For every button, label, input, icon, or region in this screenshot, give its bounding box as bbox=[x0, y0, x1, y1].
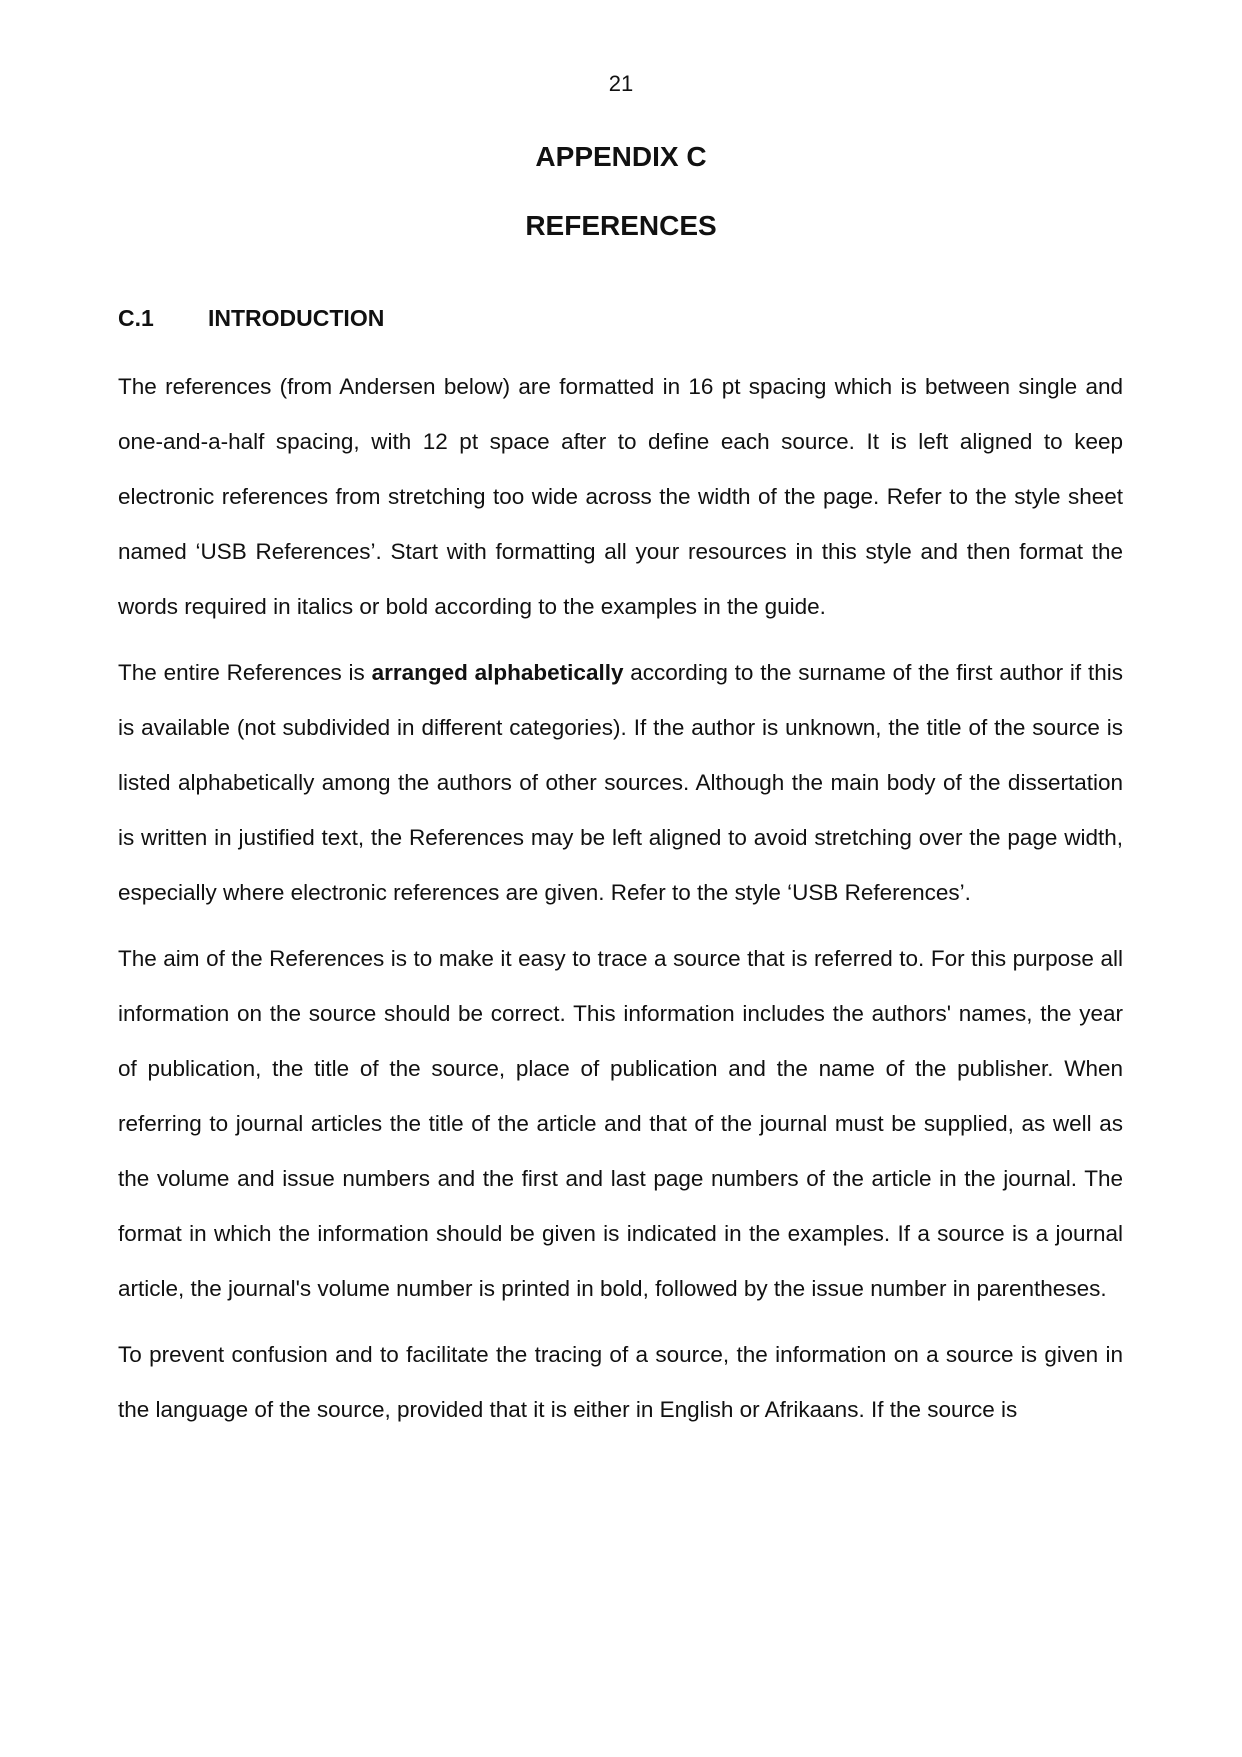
paragraph-aim: The aim of the References is to make it easy to trace a source that is referred to. For this purpose all information on the source should be correct. This information includes the authors' names, the year of publication, the title of the source, place of publication and the name of the publisher. When referring to journal articles the title of the article and that of the journal must be supplied, as well as the volume and issue numbers and the first and last page numbers of the article in the journal. The format in which the information should be given is indicated in the examples. If a source is a journal article, the journal's volume number is printed in bold, followed by the issue number in parentheses. bbox=[118, 946, 1123, 1301]
body-text bbox=[118, 359, 1123, 1437]
subsection-title: INTRODUCTION bbox=[208, 305, 385, 331]
appendix-title: APPENDIX C bbox=[535, 141, 707, 172]
paragraph-arrangement-end: according to the surname of the first author if this is available (not subdivided in different categories). If the author is unknown, the title of the source is listed alphabetically among the authors of other sources. Although the main body of the dissertation is written in justified text, the References may be left aligned to avoid stretching over the page width, especially where electronic references are given. Refer to the style ‘USB References’. bbox=[118, 660, 1123, 905]
emphasis-arranged-alphabetically: arranged alphabetically bbox=[371, 660, 624, 685]
page-number: 21 bbox=[608, 71, 634, 96]
subsection-heading bbox=[118, 304, 384, 332]
paragraph-language: To prevent confusion and to facilitate the tracing of a source, the information on a source is given in the language of the source, provided that it is either in English or Afrikaans. If the source is bbox=[118, 1342, 1123, 1422]
paragraph-arrangement-start: The entire References is bbox=[118, 660, 372, 685]
section-title: REFERENCES bbox=[525, 210, 717, 241]
subsection-number: C.1 bbox=[118, 305, 154, 331]
paragraph-formatting: The references (from Andersen below) are formatted in 16 pt spacing which is between single and one-and-a-half spacing, with 12 pt space after to define each source. It is left aligned to keep electronic references from stretching too wide across the width of the page. Refer to the style sheet named ‘USB References’. Start with formatting all your resources in this style and then format the words required in italics or bold according to the examples in the guide. bbox=[118, 374, 1123, 619]
paragraph-arrangement bbox=[118, 645, 1123, 920]
